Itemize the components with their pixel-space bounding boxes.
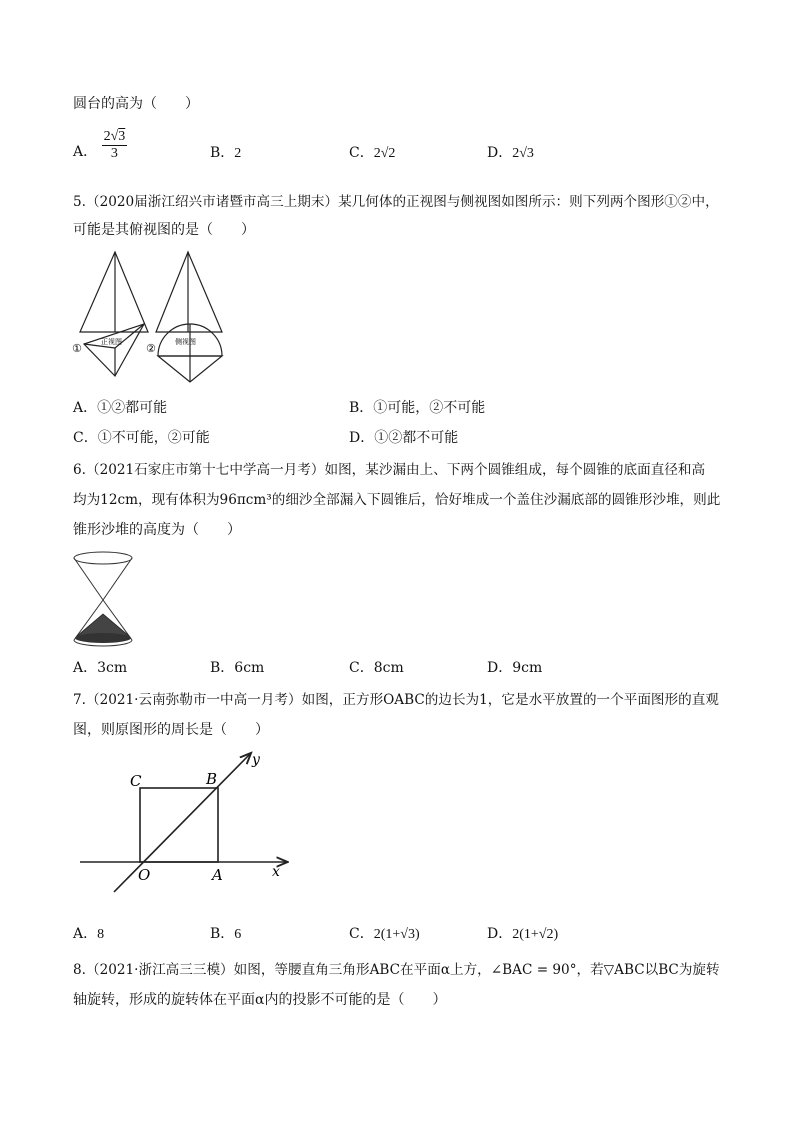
q6-question-line3: 锥形沙堆的高度为（ ） [73, 522, 241, 538]
label-x: x [272, 864, 280, 880]
label-B: B [206, 770, 218, 788]
q7-option-c [349, 924, 420, 945]
q5-question-line2: 可能是其俯视图的是（ ） [73, 222, 255, 238]
label-side-view: 侧视图 [175, 338, 196, 346]
q7-question-line1: 7.（2021·云南弥勒市一中高一月考）如图，正方形OABC的边长为1，它是水平放置的一个平面图形的直观 [73, 692, 719, 708]
q5-option-c-value: ①不可能，②可能 [97, 430, 210, 446]
q8-question-line1: 8.（2021·浙江高三三模）如图，等腰直角三角形ABC在平面α上方，∠BAC = 90°，若▽ABC以BC为旋转 [73, 962, 720, 978]
q6-option-d-label: D． [487, 660, 513, 676]
q4-option-c [349, 143, 395, 164]
label-figure2: ② [146, 342, 156, 355]
front-view-triangle [80, 252, 148, 332]
q7-option-d-value: 2(1+√2) [512, 927, 559, 942]
q4-option-b-label: B． [210, 145, 235, 161]
top-ellipse [74, 552, 132, 564]
label-A: A [212, 866, 223, 884]
q6-option-a [73, 658, 127, 678]
q6-option-a-value: 3cm [97, 660, 128, 676]
q5-option-d-value: ①②都不可能 [374, 430, 459, 446]
q4-option-c-label: C． [349, 145, 374, 161]
q8-question-line2: 轴旋转，形成的旋转体在平面α内的投影不可能的是（ ） [73, 992, 447, 1008]
q5-option-a-label: A． [73, 400, 98, 416]
q5-option-a [73, 398, 167, 418]
q5-option-b-value: ①可能，②不可能 [373, 400, 486, 416]
q7-question-line2: 图，则原图形的周长是（ ） [73, 722, 269, 738]
label-front-view: 正视图 [101, 338, 122, 346]
q6-option-b [210, 658, 264, 678]
q4-option-d-value: 2√3 [512, 146, 534, 161]
side-view-triangle [156, 252, 222, 332]
label-y: y [252, 752, 260, 768]
q6-option-c-label: C． [349, 660, 374, 676]
q7-option-c-value: 2(1+√3) [373, 927, 420, 942]
q6-question-line1: 6.（2021石家庄市第十七中学高一月考）如图，某沙漏由上、下两个圆锥组成，每个圆锥的底面直径和高 [73, 462, 706, 478]
label-C: C [130, 772, 142, 790]
q6-option-b-label: B． [210, 660, 235, 676]
q6-option-d [487, 658, 542, 678]
q5-option-a-value: ①②都可能 [97, 400, 168, 416]
label-O: O [138, 866, 151, 884]
q5-option-b [349, 398, 485, 418]
q4-option-c-value: 2√2 [373, 146, 396, 161]
q4-option-b [210, 143, 241, 164]
q7-option-d-label: D． [487, 926, 513, 942]
q5-question-line1: 5.（2020届浙江绍兴市诸暨市高三上期末）某几何体的正视图与侧视图如图所示：则下列两个图形①②中， [73, 194, 719, 210]
q4-option-b-value: 2 [234, 146, 242, 161]
q6-option-d-value: 9cm [512, 660, 543, 676]
q6-option-a-label: A． [73, 660, 98, 676]
q6-option-c-value: 8cm [373, 660, 404, 676]
q7-option-a-label: A． [73, 926, 98, 942]
q5-figure [70, 248, 230, 388]
q7-option-b-label: B． [210, 926, 235, 942]
q5-option-d [349, 428, 458, 448]
q7-option-a-value: 8 [97, 927, 105, 942]
q7-option-b-value: 6 [234, 927, 242, 942]
q7-option-a [73, 924, 104, 945]
q6-option-b-value: 6cm [234, 660, 265, 676]
q5-option-c-label: C． [73, 430, 98, 446]
q6-option-c [349, 658, 404, 678]
q4-option-a-fraction: $\frac{2√3}{3}$ [103, 128, 126, 161]
q5-option-c [73, 428, 210, 448]
q4-option-a [73, 128, 127, 162]
sand-base [75, 633, 131, 643]
q7-option-d [487, 924, 558, 945]
q4-option-a-label: A． [73, 144, 98, 160]
q4-option-d-label: D． [487, 145, 513, 161]
q6-question-line2: 均为12cm，现有体积为96πcm³的细沙全部漏入下圆锥后，恰好堆成一个盖住沙漏底部的圆锥形沙堆，则此 [73, 492, 721, 508]
q4-question-tail: 圆台的高为（ ） [73, 96, 199, 112]
label-figure1: ① [72, 342, 82, 355]
q6-hourglass-figure [72, 550, 142, 650]
q7-option-c-label: C． [349, 926, 374, 942]
q5-option-b-label: B． [349, 400, 374, 416]
q7-option-b [210, 924, 241, 945]
q5-option-d-label: D． [349, 430, 375, 446]
q4-option-d [487, 143, 534, 164]
q7-coordinate-figure [78, 748, 298, 898]
